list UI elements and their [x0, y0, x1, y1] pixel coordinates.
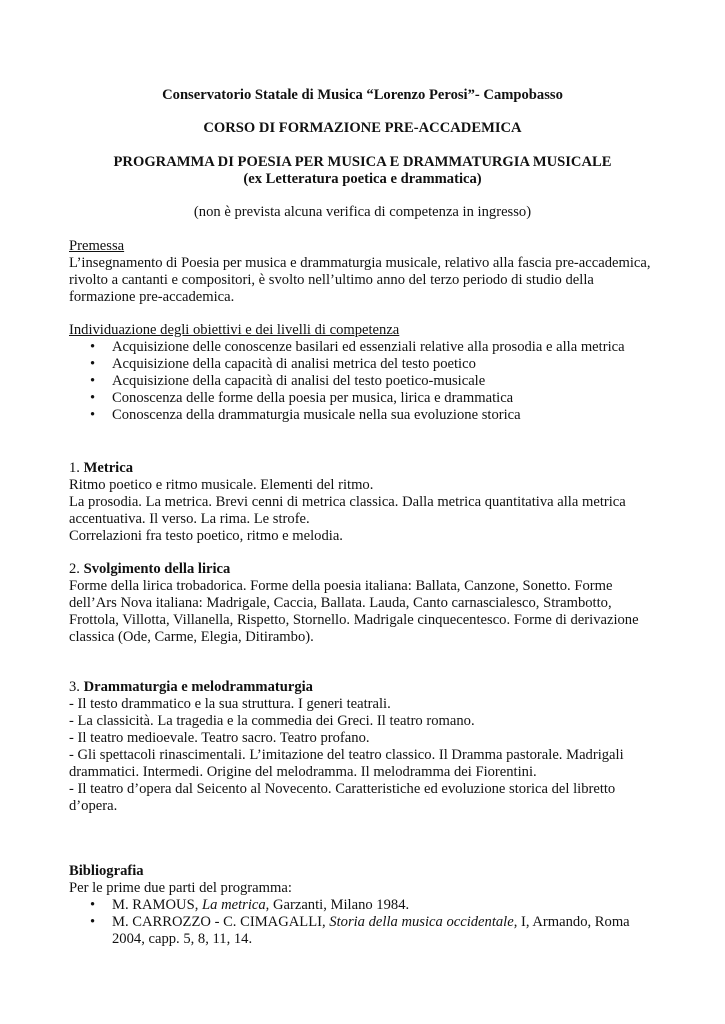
drammaturgia-heading: 3. Drammaturgia e melodrammaturgia	[69, 679, 313, 695]
metrica-line: accentuativa. Il verso. La rima. Le strofe.	[69, 511, 310, 527]
course-title: CORSO DI FORMAZIONE PRE-ACCADEMICA	[203, 120, 522, 136]
list-item: • M. RAMOUS, La metrica, Garzanti, Milano 1984.	[90, 897, 410, 913]
drammaturgia-line: - La classicità. La tragedia e la commedia dei Greci. Il teatro romano.	[69, 713, 475, 729]
list-item: • Conoscenza delle forme della poesia per musica, lirica e drammatica	[90, 390, 514, 406]
drammaturgia-line: - Il testo drammatico e la sua struttura. I generi teatrali.	[69, 696, 391, 712]
premessa-line: L’insegnamento di Poesia per musica e drammaturgia musicale, relativo alla fascia pre-accademica,	[69, 255, 651, 271]
premessa-section	[69, 238, 669, 306]
list-item: • Acquisizione della capacità di analisi del testo poetico-musicale	[90, 373, 486, 389]
obiettivi-list	[69, 339, 669, 424]
lirica-heading: 2. Svolgimento della lirica	[69, 561, 231, 577]
drammaturgia-line: - Gli spettacoli rinascimentali. L’imitazione del teatro classico. Il Dramma pastorale. Madrigali	[69, 747, 624, 763]
lirica-line: dell’Ars Nova italiana: Madrigale, Caccia, Ballata. Lauda, Canto carnascialesco, Strambotto,	[69, 595, 612, 611]
bullet-icon: •	[90, 914, 96, 930]
list-item: • M. CARROZZO - C. CIMAGALLI, Storia della musica occidentale, I, Armando, Roma 2004, capp. 5, 8, 11, 14.	[90, 914, 630, 947]
bullet-icon: •	[90, 390, 96, 406]
obiettivi-section	[69, 322, 669, 424]
lirica-section	[69, 561, 669, 646]
entry-note: (non è prevista alcuna verifica di competenza in ingresso)	[193, 204, 532, 220]
premessa-line: formazione pre-accademica.	[69, 289, 235, 305]
program-subtitle: (ex Letteratura poetica e drammatica)	[243, 171, 482, 187]
bullet-icon: •	[90, 407, 96, 423]
list-item: • Acquisizione della capacità di analisi metrica del testo poetico	[90, 356, 476, 372]
list-item: • Acquisizione delle conoscenze basilari ed essenziali relative alla prosodia e alla metrica	[90, 339, 625, 355]
institution-title: Conservatorio Statale di Musica “Lorenzo Perosi”- Campobasso	[162, 87, 563, 103]
program-title: PROGRAMMA DI POESIA PER MUSICA E DRAMMATURGIA MUSICALE	[113, 154, 612, 170]
bibliografia-heading: Bibliografia	[69, 863, 144, 879]
bullet-icon: •	[90, 356, 96, 372]
drammaturgia-line: - Il teatro d’opera dal Seicento al Novecento. Caratteristiche ed evoluzione storica del libretto	[69, 781, 616, 797]
bibliografia-intro: Per le prime due parti del programma:	[69, 880, 292, 896]
bullet-icon: •	[90, 897, 96, 913]
metrica-line: Correlazioni fra testo poetico, ritmo e melodia.	[69, 528, 343, 544]
drammaturgia-section	[69, 679, 669, 815]
bullet-icon: •	[90, 339, 96, 355]
bibliografia-list	[69, 897, 669, 948]
drammaturgia-line: - Il teatro medioevale. Teatro sacro. Teatro profano.	[69, 730, 370, 746]
premessa-line: rivolto a cantanti e compositori, è svolto nell’ultimo anno del terzo periodo di studio della	[69, 272, 594, 288]
bibliografia-section	[69, 863, 669, 948]
metrica-line: Ritmo poetico e ritmo musicale. Elementi del ritmo.	[69, 477, 374, 493]
obiettivi-heading: Individuazione degli obiettivi e dei livelli di competenza	[69, 322, 400, 338]
premessa-heading: Premessa	[69, 238, 125, 254]
lirica-line: Frottola, Villotta, Villanella, Rispetto, Stornello. Madrigale cinquecentesco. Forme di derivazione	[69, 612, 639, 628]
metrica-line: La prosodia. La metrica. Brevi cenni di metrica classica. Dalla metrica quantitativa alla metrica	[69, 494, 626, 510]
drammaturgia-line: d’opera.	[69, 798, 118, 814]
lirica-line: Forme della lirica trobadorica. Forme della poesia italiana: Ballata, Canzone, Sonetto. Forme	[69, 578, 613, 594]
metrica-section	[69, 460, 669, 545]
list-item: • Conoscenza della drammaturgia musicale nella sua evoluzione storica	[90, 407, 521, 423]
drammaturgia-line: drammatici. Intermedi. Origine del melodramma. Il melodramma dei Fiorentini.	[69, 764, 537, 780]
metrica-heading: 1. Metrica	[69, 460, 134, 476]
lirica-line: classica (Ode, Carme, Elegia, Ditirambo).	[69, 629, 314, 645]
bullet-icon: •	[90, 373, 96, 389]
